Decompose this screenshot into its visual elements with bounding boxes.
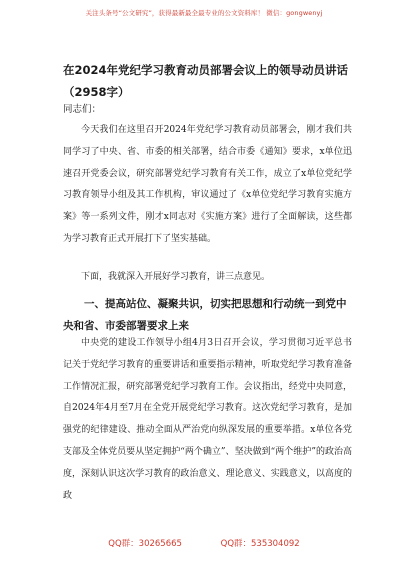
footer-qq-group-1: QQ群：30265665 <box>108 539 182 549</box>
section-heading-1: 一、提高站位、凝聚共识，切实把思想和行动统一到党中央和省、市委部署要求上来 <box>63 298 347 332</box>
footer-contact <box>0 537 408 549</box>
paragraph-intro: 今天我们在这里召开2024年党纪学习教育动员部署会，刚才我们共同学习了中央、省、市委的相关部署，结合市委《通知》要求，x单位迅速召开党委会议，研究部署党纪学习教育有关工作，成立了x单位党纪学习教育领导小组及其工作机构，审议通过了《x单位党纪学习教育实施方案》等一系列文件，刚才x同志对《实施方案》进行了全面解读，这些都为学习教育正式开展打下了坚实基础。 <box>63 125 352 244</box>
paragraph-transition: 下面，我就深入开展好学习教育，讲三点意见。 <box>81 272 271 282</box>
paragraph-section-1: 中央党的建设工作领导小组4月3日召开会议，学习贯彻习近平总书记关于党纪学习教育的重要讲话和重要指示精神，听取党纪学习教育准备工作情况汇报，研究部署党纪学习教育工作。会议指出，经党中央同意，自2024年4月至7月在全党开展党纪学习教育。这次党纪学习教育，是加强党的纪律建设、推动全面从严治党向纵深发展的重要举措。x单位各党支部及全体党员要从坚定拥护“两个确立”、坚决做到“两个维护”的政治高度，深刻认识这次学习教育的政治意义、理论意义、实践意义，以高度的政 <box>63 338 352 501</box>
watermark-banner: 关注头条号“公文研究”，获得最新最全最专业的公文资料库！ 微信：gongwenyj <box>85 9 323 17</box>
footer-qq-group-2: QQ群：535304092 <box>220 539 300 549</box>
salutation: 同志们： <box>63 104 102 115</box>
document-title: 在2024年党纪学习教育动员部署会议上的领导动员讲话（2958字） <box>63 63 349 99</box>
